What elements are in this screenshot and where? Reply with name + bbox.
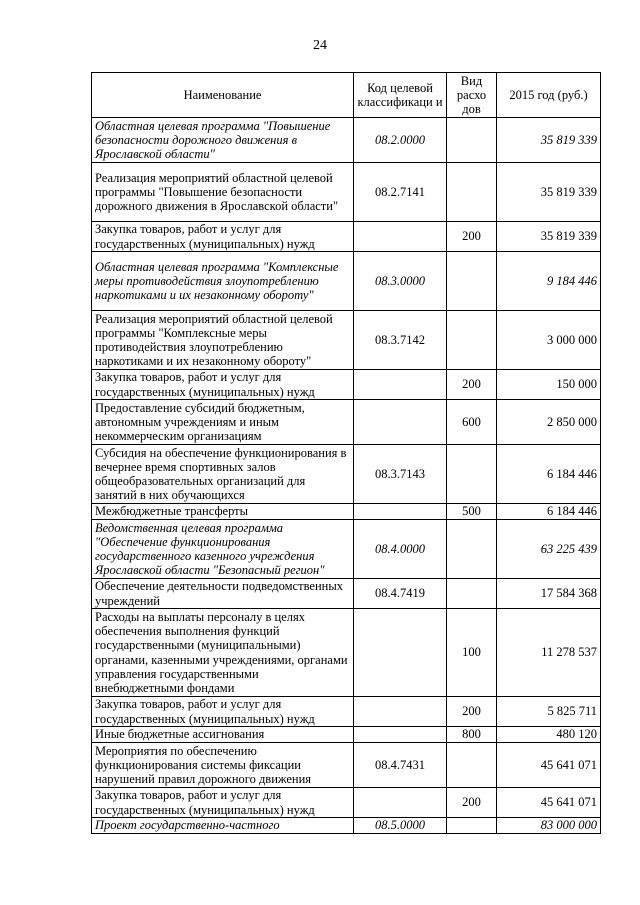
header-code: Код целевой классификаци и — [354, 73, 447, 118]
table-row — [92, 400, 601, 445]
row-type: 200 — [447, 222, 497, 252]
row-name: Расходы на выплаты персоналу в целях обеспечения выполнения функций государственными (муниципальными) органами, казенными учреждениями, органами управления государственными внебюджетными фондами — [92, 609, 354, 697]
row-name: Закупка товаров, работ и услуг для государственных (муниципальных) нужд — [92, 222, 354, 252]
table-row — [92, 727, 601, 743]
row-type — [447, 818, 497, 834]
row-type — [447, 520, 497, 579]
row-name: Обеспечение деятельности подведомственных учреждений — [92, 579, 354, 609]
table-row — [92, 788, 601, 818]
row-name: Мероприятия по обеспечению функционирования системы фиксации нарушений правил дорожного движения — [92, 743, 354, 788]
header-name: Наименование — [92, 73, 354, 118]
row-name: Проект государственно-частного — [92, 818, 354, 834]
table-row — [92, 504, 601, 520]
table-row — [92, 743, 601, 788]
row-name: Ведомственная целевая программа "Обеспечение функционирования государственного казенного учреждения Ярославской области "Безопасный регион" — [92, 520, 354, 579]
table-row — [92, 311, 601, 370]
row-type: 500 — [447, 504, 497, 520]
row-type: 200 — [447, 788, 497, 818]
row-code — [354, 400, 447, 445]
table-row — [92, 609, 601, 697]
table-row — [92, 818, 601, 834]
row-type — [447, 163, 497, 222]
row-code — [354, 727, 447, 743]
row-amount: 35 819 339 — [497, 222, 601, 252]
table-row — [92, 697, 601, 727]
row-type — [447, 743, 497, 788]
row-amount: 3 000 000 — [497, 311, 601, 370]
table-row — [92, 370, 601, 400]
row-name: Межбюджетные трансферты — [92, 504, 354, 520]
row-amount: 83 000 000 — [497, 818, 601, 834]
row-code: 08.3.0000 — [354, 252, 447, 311]
header-amount: 2015 год (руб.) — [497, 73, 601, 118]
row-type — [447, 445, 497, 504]
row-amount: 2 850 000 — [497, 400, 601, 445]
row-type — [447, 118, 497, 163]
row-type — [447, 579, 497, 609]
table-row — [92, 445, 601, 504]
row-amount: 63 225 439 — [497, 520, 601, 579]
row-code: 08.3.7143 — [354, 445, 447, 504]
row-amount: 6 184 446 — [497, 445, 601, 504]
row-amount: 45 641 071 — [497, 743, 601, 788]
row-code — [354, 222, 447, 252]
row-name: Предоставление субсидий бюджетным, автономным учреждениям и иным некоммерческим организациям — [92, 400, 354, 445]
row-amount: 45 641 071 — [497, 788, 601, 818]
row-type: 600 — [447, 400, 497, 445]
row-type: 100 — [447, 609, 497, 697]
table-row — [92, 520, 601, 579]
row-amount: 5 825 711 — [497, 697, 601, 727]
row-name: Реализация мероприятий областной целевой программы "Комплексные меры противодействия злоупотреблению наркотиками и их незаконному обороту" — [92, 311, 354, 370]
row-amount: 150 000 — [497, 370, 601, 400]
row-name: Закупка товаров, работ и услуг для государственных (муниципальных) нужд — [92, 697, 354, 727]
row-amount: 35 819 339 — [497, 118, 601, 163]
row-code: 08.4.7431 — [354, 743, 447, 788]
row-amount: 480 120 — [497, 727, 601, 743]
row-code — [354, 370, 447, 400]
table-row — [92, 118, 601, 163]
table-header-row — [92, 73, 601, 118]
row-code: 08.2.0000 — [354, 118, 447, 163]
row-type — [447, 311, 497, 370]
header-type: Вид расхо дов — [447, 73, 497, 118]
budget-table — [91, 72, 601, 834]
row-type: 200 — [447, 370, 497, 400]
row-name: Иные бюджетные ассигнования — [92, 727, 354, 743]
row-type: 200 — [447, 697, 497, 727]
table-row — [92, 222, 601, 252]
row-code: 08.4.7419 — [354, 579, 447, 609]
row-code: 08.5.0000 — [354, 818, 447, 834]
row-name: Областная целевая программа "Комплексные меры противодействия злоупотреблению наркотиками и их незаконному обороту" — [92, 252, 354, 311]
row-code — [354, 504, 447, 520]
row-code: 08.4.0000 — [354, 520, 447, 579]
page-number: 24 — [313, 38, 327, 53]
row-name: Областная целевая программа "Повышение безопасности дорожного движения в Ярославской области" — [92, 118, 354, 163]
row-code: 08.2.7141 — [354, 163, 447, 222]
row-amount: 11 278 537 — [497, 609, 601, 697]
row-code — [354, 609, 447, 697]
row-type: 800 — [447, 727, 497, 743]
row-name: Реализация мероприятий областной целевой программы "Повышение безопасности дорожного движения в Ярославской области" — [92, 163, 354, 222]
table-row — [92, 579, 601, 609]
row-amount: 6 184 446 — [497, 504, 601, 520]
table-row — [92, 163, 601, 222]
row-amount: 17 584 368 — [497, 579, 601, 609]
row-name: Закупка товаров, работ и услуг для государственных (муниципальных) нужд — [92, 788, 354, 818]
row-code — [354, 697, 447, 727]
row-amount: 9 184 446 — [497, 252, 601, 311]
row-code: 08.3.7142 — [354, 311, 447, 370]
row-code — [354, 788, 447, 818]
row-name: Субсидия на обеспечение функционирования в вечернее время спортивных залов общеобразовательных организаций для занятий в них обучающихся — [92, 445, 354, 504]
row-name: Закупка товаров, работ и услуг для государственных (муниципальных) нужд — [92, 370, 354, 400]
row-type — [447, 252, 497, 311]
table-row — [92, 252, 601, 311]
row-amount: 35 819 339 — [497, 163, 601, 222]
